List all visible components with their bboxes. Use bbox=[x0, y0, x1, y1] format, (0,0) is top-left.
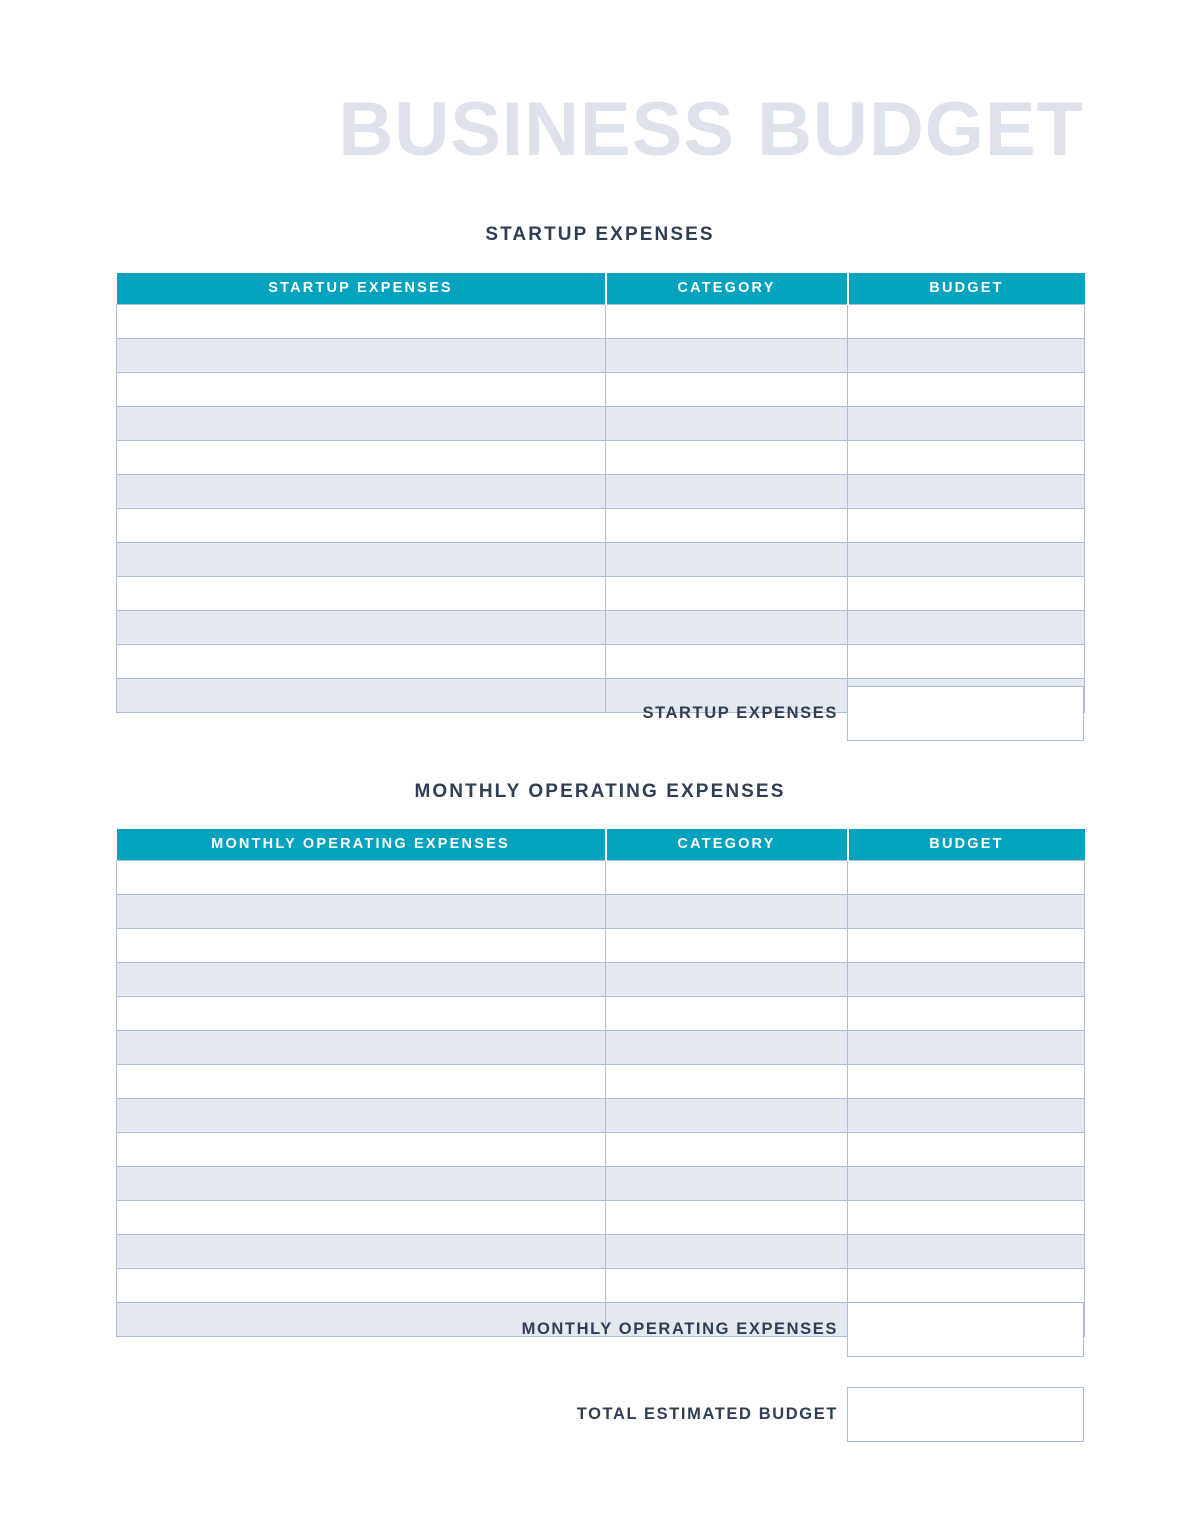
monthly-subtotal-label: MONTHLY OPERATING EXPENSES bbox=[521, 1320, 838, 1338]
monthly-cell-category[interactable] bbox=[606, 996, 848, 1030]
table-row bbox=[117, 996, 1085, 1030]
table-row bbox=[117, 338, 1085, 372]
table-row bbox=[117, 1200, 1085, 1234]
monthly-cell-budget[interactable] bbox=[848, 1200, 1085, 1234]
startup-column-header-category: CATEGORY bbox=[606, 273, 848, 304]
monthly-cell-budget[interactable] bbox=[848, 860, 1085, 894]
monthly-cell-item[interactable] bbox=[117, 1064, 606, 1098]
monthly-cell-item[interactable] bbox=[117, 1132, 606, 1166]
startup-cell-category[interactable] bbox=[606, 440, 848, 474]
monthly-cell-category[interactable] bbox=[606, 1064, 848, 1098]
startup-cell-category[interactable] bbox=[606, 644, 848, 678]
monthly-cell-budget[interactable] bbox=[848, 1030, 1085, 1064]
table-row bbox=[117, 304, 1085, 338]
startup-cell-budget[interactable] bbox=[848, 304, 1085, 338]
monthly-cell-category[interactable] bbox=[606, 1132, 848, 1166]
startup-cell-item[interactable] bbox=[117, 610, 606, 644]
monthly-cell-category[interactable] bbox=[606, 1268, 848, 1302]
startup-cell-budget[interactable] bbox=[848, 474, 1085, 508]
total-estimated-budget-row bbox=[116, 1387, 1084, 1442]
page-title: BUSINESS BUDGET bbox=[338, 87, 1084, 172]
total-estimated-budget-label: TOTAL ESTIMATED BUDGET bbox=[576, 1405, 838, 1423]
monthly-cell-category[interactable] bbox=[606, 894, 848, 928]
startup-subtotal-row bbox=[116, 686, 1084, 741]
monthly-cell-budget[interactable] bbox=[848, 1064, 1085, 1098]
startup-table-head bbox=[117, 273, 1085, 304]
monthly-subtotal-row bbox=[116, 1302, 1084, 1357]
table-row bbox=[117, 1064, 1085, 1098]
table-row bbox=[117, 576, 1085, 610]
startup-cell-item[interactable] bbox=[117, 406, 606, 440]
table-row bbox=[117, 1030, 1085, 1064]
startup-cell-item[interactable] bbox=[117, 474, 606, 508]
monthly-column-header-budget: BUDGET bbox=[848, 829, 1085, 860]
monthly-cell-budget[interactable] bbox=[848, 1268, 1085, 1302]
startup-cell-category[interactable] bbox=[606, 610, 848, 644]
startup-cell-item[interactable] bbox=[117, 508, 606, 542]
startup-cell-item[interactable] bbox=[117, 576, 606, 610]
monthly-cell-budget[interactable] bbox=[848, 894, 1085, 928]
section-heading-monthly: MONTHLY OPERATING EXPENSES bbox=[414, 781, 786, 802]
monthly-cell-item[interactable] bbox=[117, 1234, 606, 1268]
table-row bbox=[117, 644, 1085, 678]
monthly-table-body bbox=[117, 860, 1085, 1336]
monthly-cell-category[interactable] bbox=[606, 1200, 848, 1234]
startup-cell-item[interactable] bbox=[117, 644, 606, 678]
startup-cell-category[interactable] bbox=[606, 406, 848, 440]
table-row bbox=[117, 508, 1085, 542]
monthly-cell-budget[interactable] bbox=[848, 996, 1085, 1030]
monthly-cell-item[interactable] bbox=[117, 1166, 606, 1200]
monthly-cell-budget[interactable] bbox=[848, 962, 1085, 996]
startup-expenses-table bbox=[116, 273, 1085, 713]
startup-subtotal-label: STARTUP EXPENSES bbox=[642, 704, 838, 722]
table-row bbox=[117, 610, 1085, 644]
monthly-cell-item[interactable] bbox=[117, 1098, 606, 1132]
startup-cell-category[interactable] bbox=[606, 576, 848, 610]
table-row bbox=[117, 474, 1085, 508]
startup-cell-category[interactable] bbox=[606, 372, 848, 406]
table-row bbox=[117, 928, 1085, 962]
monthly-cell-budget[interactable] bbox=[848, 1166, 1085, 1200]
startup-cell-category[interactable] bbox=[606, 338, 848, 372]
table-row bbox=[117, 1234, 1085, 1268]
monthly-subtotal-value[interactable] bbox=[847, 1302, 1084, 1357]
monthly-cell-category[interactable] bbox=[606, 928, 848, 962]
monthly-cell-category[interactable] bbox=[606, 1234, 848, 1268]
monthly-column-header-category: CATEGORY bbox=[606, 829, 848, 860]
monthly-cell-item[interactable] bbox=[117, 962, 606, 996]
startup-cell-budget[interactable] bbox=[848, 644, 1085, 678]
monthly-cell-category[interactable] bbox=[606, 1098, 848, 1132]
startup-cell-item[interactable] bbox=[117, 372, 606, 406]
monthly-header-row bbox=[117, 829, 1085, 860]
monthly-cell-category[interactable] bbox=[606, 1030, 848, 1064]
table-row bbox=[117, 860, 1085, 894]
monthly-cell-category[interactable] bbox=[606, 1166, 848, 1200]
table-row bbox=[117, 962, 1085, 996]
monthly-cell-item[interactable] bbox=[117, 1268, 606, 1302]
monthly-cell-budget[interactable] bbox=[848, 928, 1085, 962]
table-row bbox=[117, 1098, 1085, 1132]
startup-cell-category[interactable] bbox=[606, 508, 848, 542]
startup-cell-budget[interactable] bbox=[848, 542, 1085, 576]
monthly-cell-item[interactable] bbox=[117, 894, 606, 928]
startup-cell-budget[interactable] bbox=[848, 576, 1085, 610]
table-row bbox=[117, 1268, 1085, 1302]
table-row bbox=[117, 542, 1085, 576]
startup-cell-budget[interactable] bbox=[848, 508, 1085, 542]
startup-cell-item[interactable] bbox=[117, 304, 606, 338]
startup-cell-budget[interactable] bbox=[848, 610, 1085, 644]
startup-cell-budget[interactable] bbox=[848, 372, 1085, 406]
startup-table-body bbox=[117, 304, 1085, 712]
table-row bbox=[117, 372, 1085, 406]
monthly-column-header-item: MONTHLY OPERATING EXPENSES bbox=[117, 829, 606, 860]
startup-cell-category[interactable] bbox=[606, 542, 848, 576]
startup-subtotal-value[interactable] bbox=[847, 686, 1084, 741]
startup-column-header-item: STARTUP EXPENSES bbox=[117, 273, 606, 304]
table-row bbox=[117, 1132, 1085, 1166]
monthly-cell-item[interactable] bbox=[117, 1030, 606, 1064]
monthly-cell-item[interactable] bbox=[117, 860, 606, 894]
startup-cell-budget[interactable] bbox=[848, 338, 1085, 372]
monthly-cell-budget[interactable] bbox=[848, 1098, 1085, 1132]
startup-cell-item[interactable] bbox=[117, 440, 606, 474]
startup-column-header-budget: BUDGET bbox=[848, 273, 1085, 304]
startup-cell-category[interactable] bbox=[606, 304, 848, 338]
monthly-cell-item[interactable] bbox=[117, 928, 606, 962]
monthly-cell-budget[interactable] bbox=[848, 1234, 1085, 1268]
table-row bbox=[117, 406, 1085, 440]
table-row bbox=[117, 1166, 1085, 1200]
total-estimated-budget-value[interactable] bbox=[847, 1387, 1084, 1442]
startup-cell-category[interactable] bbox=[606, 474, 848, 508]
section-heading-startup: STARTUP EXPENSES bbox=[485, 224, 715, 245]
monthly-cell-item[interactable] bbox=[117, 996, 606, 1030]
monthly-cell-budget[interactable] bbox=[848, 1132, 1085, 1166]
startup-cell-item[interactable] bbox=[117, 542, 606, 576]
monthly-cell-item[interactable] bbox=[117, 1200, 606, 1234]
startup-header-row bbox=[117, 273, 1085, 304]
monthly-cell-category[interactable] bbox=[606, 860, 848, 894]
monthly-operating-expenses-table bbox=[116, 829, 1085, 1337]
table-row bbox=[117, 894, 1085, 928]
table-row bbox=[117, 440, 1085, 474]
startup-cell-budget[interactable] bbox=[848, 440, 1085, 474]
startup-cell-budget[interactable] bbox=[848, 406, 1085, 440]
monthly-cell-category[interactable] bbox=[606, 962, 848, 996]
monthly-table-head bbox=[117, 829, 1085, 860]
startup-cell-item[interactable] bbox=[117, 338, 606, 372]
